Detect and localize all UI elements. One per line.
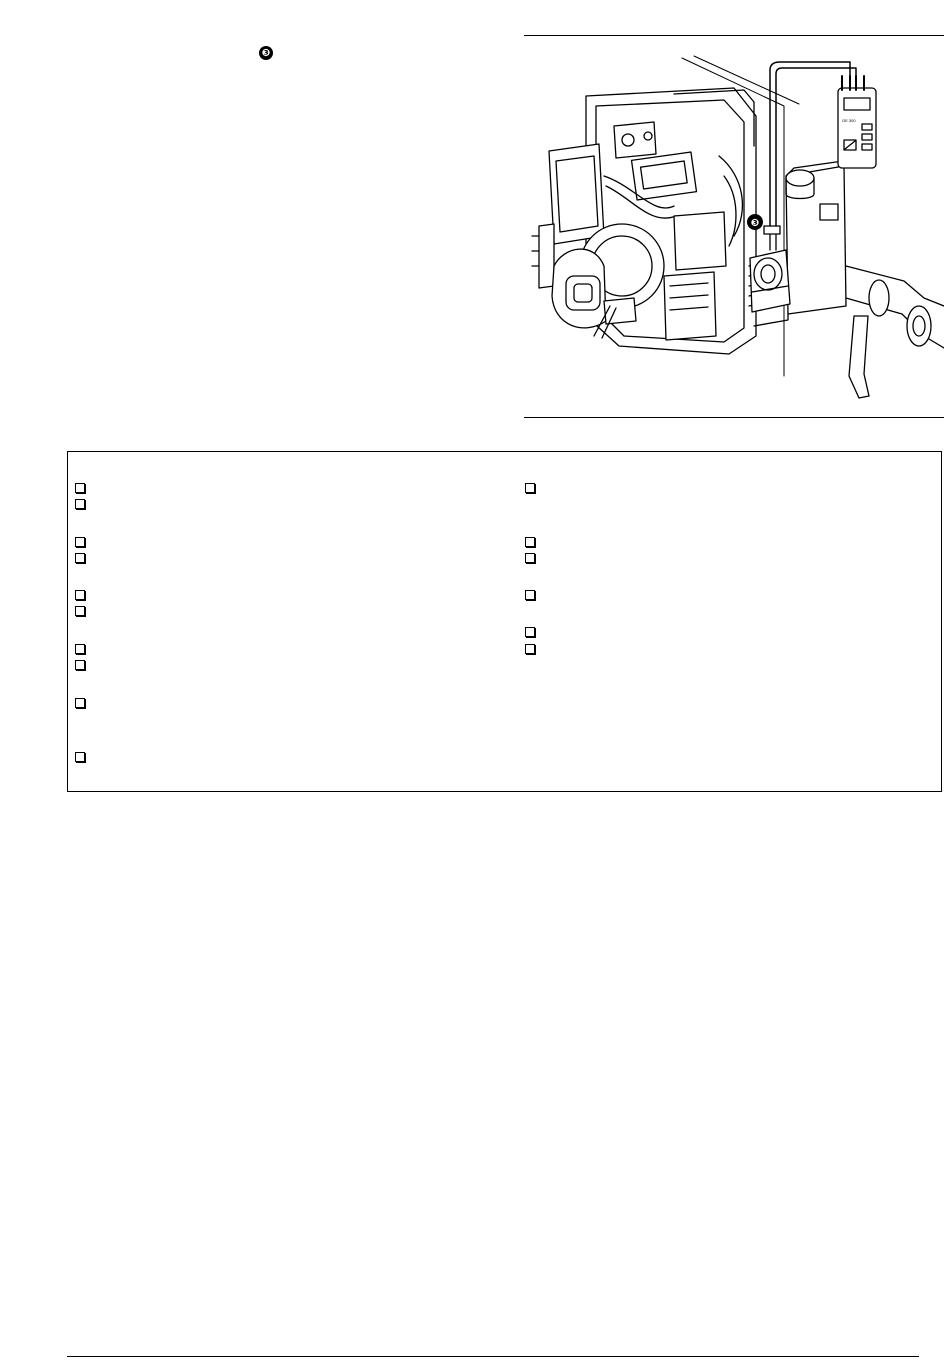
footer-rule	[67, 1356, 919, 1357]
checklist-box-right-4[interactable]	[525, 590, 535, 600]
checklist-box-left-10[interactable]	[75, 752, 85, 762]
checklist-box-left-8[interactable]	[75, 660, 85, 670]
checklist-box-left-9[interactable]	[75, 698, 85, 708]
checklist-box-left-6[interactable]	[75, 606, 85, 616]
checklist-box-right-1[interactable]	[525, 483, 535, 493]
figure-callout-3: ❸	[750, 218, 760, 229]
checklist-box-left-3[interactable]	[75, 537, 85, 547]
checklist-box-right-3[interactable]	[525, 553, 535, 563]
checklist-box-right-6[interactable]	[525, 644, 535, 654]
callout-marker-3: ❸	[259, 46, 273, 60]
checklist-box-left-4[interactable]	[75, 553, 85, 563]
checklist-box-left-5[interactable]	[75, 590, 85, 600]
checklist-panel	[67, 451, 942, 792]
checklist-box-left-7[interactable]	[75, 644, 85, 654]
checklist-box-left-1[interactable]	[75, 483, 85, 493]
checklist-box-left-2[interactable]	[75, 499, 85, 509]
burner-illustration	[524, 36, 944, 418]
checklist-box-right-2[interactable]	[525, 537, 535, 547]
checklist-box-right-5[interactable]	[525, 627, 535, 637]
manometer-label: GE 300	[842, 118, 856, 123]
